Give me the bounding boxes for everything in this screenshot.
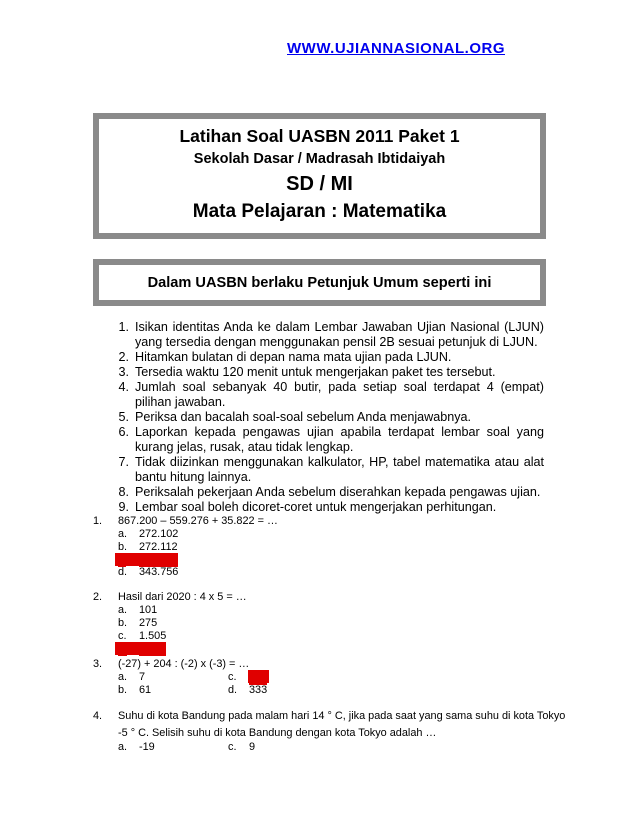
option-value: 275 <box>139 617 158 629</box>
question-number: 3. <box>93 658 103 670</box>
option-letter: b. <box>118 617 128 629</box>
option-value: 2.525 <box>139 642 167 654</box>
instruction-item: 1. Isikan identitas Anda ke dalam Lembar Jawaban Ujian Nasional (LJUN) yang tersedia dengan menggunakan pensil 2B sesuai petunjuk di LJUN. <box>118 320 544 349</box>
option-value: 101 <box>139 604 158 616</box>
option-value: 333 <box>249 684 268 696</box>
option-value: 7 <box>139 671 146 683</box>
site-url-link[interactable]: WWW.UJIANNASIONAL.ORG <box>287 40 505 57</box>
sd-mi-label: SD / MI <box>286 173 353 195</box>
option-letter: b. <box>118 541 128 553</box>
question-text: Hasil dari 2020 : 4 x 5 = … <box>118 591 247 603</box>
option-value: 61 <box>139 684 152 696</box>
instruction-item: 4. Jumlah soal sebanyak 40 butir, pada setiap soal terdapat 4 (empat) pilihan jawaban. <box>118 380 544 409</box>
instruction-item: 6. Laporkan kepada pengawas ujian apabila terdapat lembar soal yang kurang jelas, rusak, atau tidak lengkap. <box>118 425 544 454</box>
instruction-item: 9. Lembar soal boleh dicoret-coret untuk mengerjakan perhitungan. <box>118 500 497 514</box>
option-value: 343.746 <box>139 553 179 565</box>
option-letter: d. <box>118 642 128 654</box>
question-text-line1: Suhu di kota Bandung pada malam hari 14 ° C, jika pada saat yang sama suhu di kota Tokyo <box>118 710 566 722</box>
option-letter: c. <box>118 630 127 642</box>
question-number: 4. <box>93 710 103 722</box>
option-letter: c. <box>118 553 127 565</box>
subject-label: Mata Pelajaran : Matematika <box>192 201 447 222</box>
option-value: 9 <box>249 741 256 753</box>
doc-title: Latihan Soal UASBN 2011 Paket 1 <box>179 126 460 146</box>
instruction-item: 7. Tidak diizinkan menggunakan kalkulator, HP, tabel matematika atau alat bantu hitung lainnya. <box>118 455 544 484</box>
instruction-item: 8. Periksalah pekerjaan Anda sebelum diserahkan kepada pengawas ujian. <box>118 485 541 499</box>
title-box <box>93 113 546 239</box>
question-number: 2. <box>93 591 103 603</box>
option-letter: a. <box>118 604 128 616</box>
question-text: 867.200 – 559.276 + 35.822 = … <box>118 515 278 527</box>
option-value: 1.505 <box>139 630 167 642</box>
option-value: 272.112 <box>139 541 178 553</box>
instruction-item: 3. Tersedia waktu 120 menit untuk mengerjakan paket tes tersebut. <box>118 365 496 379</box>
option-letter: a. <box>118 741 128 753</box>
option-value: 343.756 <box>139 566 179 578</box>
option-letter: a. <box>118 528 128 540</box>
option-letter: c. <box>228 741 237 753</box>
option-value: -19 <box>139 741 155 753</box>
option-letter: c. <box>228 671 237 683</box>
question-number: 1. <box>93 515 103 527</box>
option-letter: b. <box>118 684 128 696</box>
school-level: Sekolah Dasar / Madrasah Ibtidaiyah <box>193 151 446 167</box>
instructions-list <box>107 320 544 515</box>
question-text: (-27) + 204 : (-2) x (-3) = … <box>118 658 250 670</box>
instructions-header-box <box>93 259 546 306</box>
option-value: 272.102 <box>139 528 179 540</box>
option-letter: d. <box>118 566 128 578</box>
instruction-item: 2. Hitamkan bulatan di depan nama mata ujian pada LJUN. <box>118 350 452 364</box>
instruction-item: 5. Periksa dan bacalah soal-soal sebelum Anda menjawabnya. <box>118 410 472 424</box>
option-letter: a. <box>118 671 128 683</box>
question-text-line2: -5 ° C. Selisih suhu di kota Bandung dengan kota Tokyo adalah … <box>118 727 437 739</box>
instructions-heading: Dalam UASBN berlaku Petunjuk Umum seperti ini <box>147 275 492 291</box>
option-letter: d. <box>228 684 238 696</box>
option-value: 279 <box>249 671 268 683</box>
